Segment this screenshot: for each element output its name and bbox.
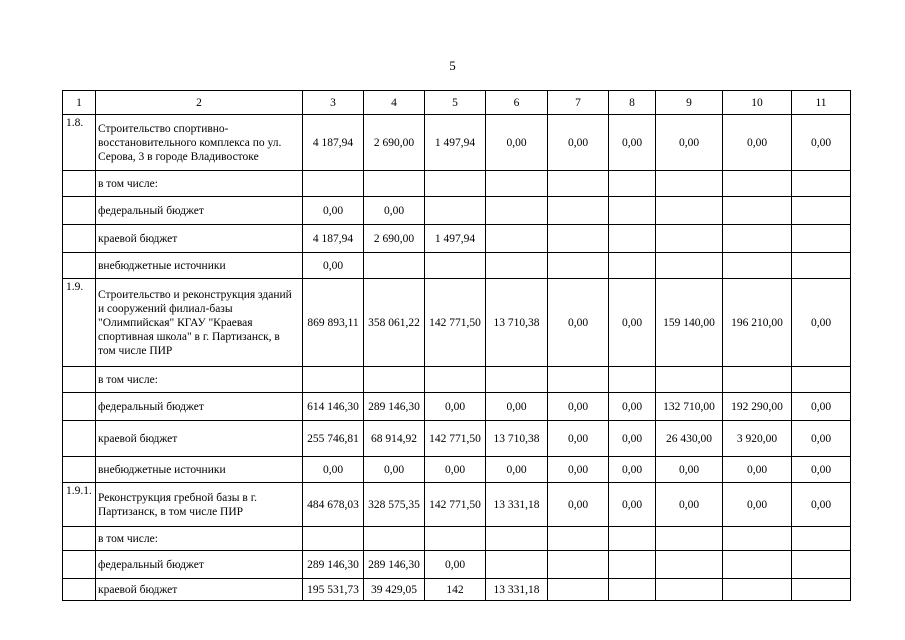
value-cell [303, 171, 364, 197]
header-cell: 5 [425, 91, 486, 115]
value-cell [656, 367, 723, 393]
value-cell [792, 171, 851, 197]
value-cell: 0,00 [792, 457, 851, 483]
value-cell: 0,00 [364, 457, 425, 483]
value-cell: 289 146,30 [364, 393, 425, 421]
row-number [63, 551, 96, 579]
value-cell [425, 527, 486, 551]
value-cell [792, 527, 851, 551]
header-cell: 4 [364, 91, 425, 115]
value-cell: 0,00 [425, 393, 486, 421]
value-cell: 289 146,30 [303, 551, 364, 579]
value-cell [486, 197, 548, 225]
value-cell: 0,00 [792, 393, 851, 421]
value-cell: 13 710,38 [486, 421, 548, 457]
value-cell: 39 429,05 [364, 579, 425, 601]
table-row [63, 253, 851, 279]
value-cell [656, 171, 723, 197]
value-cell [792, 253, 851, 279]
value-cell: 289 146,30 [364, 551, 425, 579]
value-cell: 0,00 [548, 393, 609, 421]
value-cell: 13 331,18 [486, 483, 548, 527]
value-cell [792, 225, 851, 253]
value-cell: 1 497,94 [425, 115, 486, 171]
header-cell: 8 [609, 91, 656, 115]
value-cell: 26 430,00 [656, 421, 723, 457]
table-row [63, 225, 851, 253]
row-description: федеральный бюджет [96, 393, 303, 421]
value-cell [609, 253, 656, 279]
table-row [63, 197, 851, 225]
value-cell [656, 253, 723, 279]
value-cell [548, 197, 609, 225]
value-cell [792, 579, 851, 601]
row-number [63, 393, 96, 421]
row-number: 1.9.1. [63, 483, 96, 527]
value-cell [486, 253, 548, 279]
value-cell [723, 253, 792, 279]
value-cell: 0,00 [425, 457, 486, 483]
value-cell [656, 551, 723, 579]
table-row [63, 421, 851, 457]
value-cell: 4 187,94 [303, 225, 364, 253]
value-cell: 192 290,00 [723, 393, 792, 421]
value-cell: 0,00 [792, 279, 851, 367]
value-cell [425, 171, 486, 197]
value-cell: 0,00 [609, 393, 656, 421]
table-row [63, 171, 851, 197]
value-cell: 68 914,92 [364, 421, 425, 457]
header-cell: 2 [96, 91, 303, 115]
value-cell [723, 579, 792, 601]
header-cell: 3 [303, 91, 364, 115]
row-description: в том числе: [96, 171, 303, 197]
row-number [63, 253, 96, 279]
header-cell: 9 [656, 91, 723, 115]
value-cell: 0,00 [486, 115, 548, 171]
value-cell: 614 146,30 [303, 393, 364, 421]
value-cell [609, 367, 656, 393]
value-cell: 159 140,00 [656, 279, 723, 367]
header-cell: 11 [792, 91, 851, 115]
table-row [63, 483, 851, 527]
value-cell: 13 710,38 [486, 279, 548, 367]
value-cell [548, 225, 609, 253]
value-cell [609, 171, 656, 197]
value-cell: 142 771,50 [425, 279, 486, 367]
row-description: Строительство спортивно-восстановительного комплекса по ул. Серова, 3 в городе Владивостоке [96, 115, 303, 171]
header-cell: 6 [486, 91, 548, 115]
row-number [63, 367, 96, 393]
row-description: федеральный бюджет [96, 197, 303, 225]
value-cell: 195 531,73 [303, 579, 364, 601]
value-cell [723, 225, 792, 253]
value-cell [792, 551, 851, 579]
row-number [63, 421, 96, 457]
value-cell [723, 171, 792, 197]
row-description: Реконструкция гребной базы в г. Партизанск, в том числе ПИР [96, 483, 303, 527]
row-description: краевой бюджет [96, 225, 303, 253]
value-cell: 2 690,00 [364, 225, 425, 253]
value-cell: 0,00 [723, 457, 792, 483]
budget-table [62, 90, 851, 601]
value-cell [656, 197, 723, 225]
value-cell: 4 187,94 [303, 115, 364, 171]
value-cell: 0,00 [548, 457, 609, 483]
value-cell [548, 527, 609, 551]
value-cell: 196 210,00 [723, 279, 792, 367]
row-description: внебюджетные источники [96, 457, 303, 483]
value-cell [656, 225, 723, 253]
value-cell [425, 253, 486, 279]
row-number: 1.8. [63, 115, 96, 171]
value-cell [656, 579, 723, 601]
row-number: 1.9. [63, 279, 96, 367]
value-cell: 0,00 [303, 457, 364, 483]
row-description: внебюджетные источники [96, 253, 303, 279]
value-cell [486, 171, 548, 197]
value-cell [723, 527, 792, 551]
value-cell [486, 225, 548, 253]
table-row [63, 551, 851, 579]
value-cell [609, 579, 656, 601]
value-cell [792, 197, 851, 225]
table-row [63, 367, 851, 393]
value-cell: 0,00 [792, 483, 851, 527]
value-cell: 0,00 [792, 115, 851, 171]
value-cell: 3 920,00 [723, 421, 792, 457]
value-cell [486, 551, 548, 579]
value-cell: 0,00 [548, 421, 609, 457]
value-cell: 0,00 [486, 393, 548, 421]
value-cell: 0,00 [609, 421, 656, 457]
value-cell: 0,00 [609, 279, 656, 367]
header-cell: 7 [548, 91, 609, 115]
header-cell: 1 [63, 91, 96, 115]
value-cell [425, 197, 486, 225]
table-row [63, 579, 851, 601]
header-cell: 10 [723, 91, 792, 115]
value-cell [548, 579, 609, 601]
value-cell [609, 551, 656, 579]
value-cell: 0,00 [723, 483, 792, 527]
value-cell [609, 197, 656, 225]
value-cell: 0,00 [303, 197, 364, 225]
value-cell [364, 171, 425, 197]
value-cell: 0,00 [656, 115, 723, 171]
value-cell: 142 771,50 [425, 421, 486, 457]
value-cell: 0,00 [609, 483, 656, 527]
value-cell: 0,00 [609, 457, 656, 483]
value-cell: 0,00 [486, 457, 548, 483]
value-cell: 142 [425, 579, 486, 601]
value-cell [364, 527, 425, 551]
value-cell: 0,00 [364, 197, 425, 225]
value-cell [656, 527, 723, 551]
value-cell: 0,00 [303, 253, 364, 279]
value-cell [723, 367, 792, 393]
value-cell [609, 527, 656, 551]
row-description: в том числе: [96, 527, 303, 551]
row-number [63, 527, 96, 551]
value-cell: 132 710,00 [656, 393, 723, 421]
value-cell [609, 225, 656, 253]
row-number [63, 457, 96, 483]
value-cell [486, 527, 548, 551]
row-description: федеральный бюджет [96, 551, 303, 579]
table-row [63, 115, 851, 171]
value-cell [548, 253, 609, 279]
value-cell: 869 893,11 [303, 279, 364, 367]
value-cell: 358 061,22 [364, 279, 425, 367]
value-cell [792, 367, 851, 393]
value-cell: 1 497,94 [425, 225, 486, 253]
value-cell: 255 746,81 [303, 421, 364, 457]
table-row [63, 527, 851, 551]
row-number [63, 171, 96, 197]
value-cell [303, 527, 364, 551]
value-cell: 0,00 [723, 115, 792, 171]
value-cell: 0,00 [656, 457, 723, 483]
value-cell: 13 331,18 [486, 579, 548, 601]
header-row [63, 91, 851, 115]
value-cell [364, 367, 425, 393]
value-cell: 328 575,35 [364, 483, 425, 527]
value-cell: 0,00 [548, 483, 609, 527]
value-cell: 0,00 [548, 279, 609, 367]
value-cell: 142 771,50 [425, 483, 486, 527]
table-row [63, 393, 851, 421]
row-description: краевой бюджет [96, 579, 303, 601]
value-cell [486, 367, 548, 393]
value-cell [364, 253, 425, 279]
row-description: краевой бюджет [96, 421, 303, 457]
table-row [63, 279, 851, 367]
value-cell: 2 690,00 [364, 115, 425, 171]
value-cell: 0,00 [792, 421, 851, 457]
value-cell: 0,00 [656, 483, 723, 527]
row-number [63, 197, 96, 225]
value-cell [425, 367, 486, 393]
value-cell: 0,00 [548, 115, 609, 171]
value-cell [548, 551, 609, 579]
row-number [63, 225, 96, 253]
row-description: в том числе: [96, 367, 303, 393]
value-cell [548, 367, 609, 393]
row-number [63, 579, 96, 601]
value-cell [548, 171, 609, 197]
page-number: 5 [449, 58, 456, 73]
value-cell [723, 551, 792, 579]
value-cell [723, 197, 792, 225]
table-row [63, 457, 851, 483]
row-description: Строительство и реконструкция зданий и сооружений филиал-базы "Олимпийская" КГАУ "Краевая спортивная школа" в г. Партизанск, в том числе ПИР [96, 279, 303, 367]
value-cell: 484 678,03 [303, 483, 364, 527]
value-cell: 0,00 [609, 115, 656, 171]
value-cell: 0,00 [425, 551, 486, 579]
value-cell [303, 367, 364, 393]
